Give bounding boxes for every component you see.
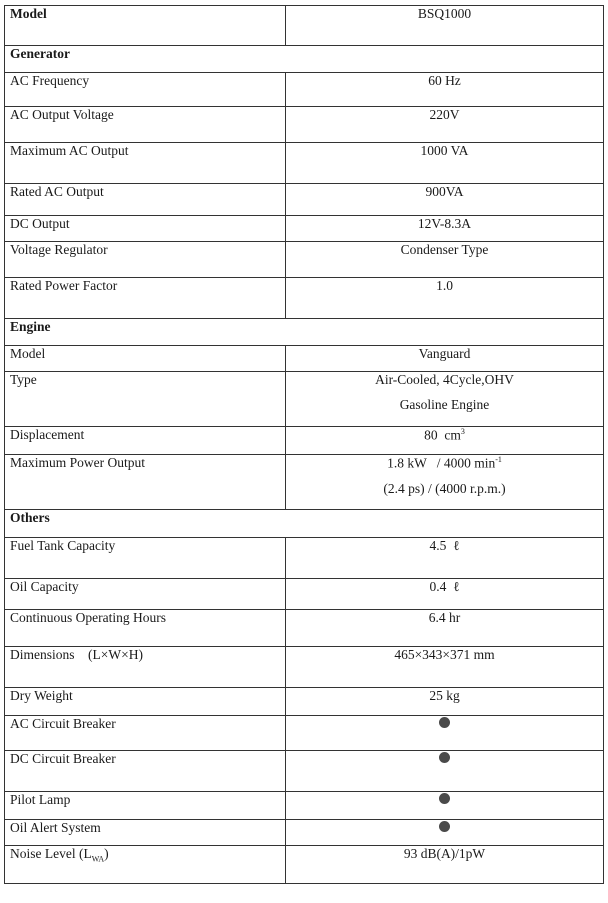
- section-engine: Engine: [5, 319, 604, 346]
- row-label: DC Circuit Breaker: [5, 751, 286, 792]
- row-value: 4.5 ℓ: [286, 538, 604, 579]
- table-row: [5, 107, 604, 143]
- row-label: Displacement: [5, 427, 286, 455]
- row-value: [286, 427, 604, 455]
- row-label: Pilot Lamp: [5, 792, 286, 820]
- row-label: Dry Weight: [5, 688, 286, 716]
- row-value: 1.0: [286, 278, 604, 319]
- spec-table: [4, 5, 604, 884]
- row-label: AC Output Voltage: [5, 107, 286, 143]
- table-row: [5, 716, 604, 751]
- row-value: 1000 VA: [286, 143, 604, 184]
- table-row: [5, 647, 604, 688]
- superscript: -1: [495, 455, 502, 464]
- row-label: Rated Power Factor: [5, 278, 286, 319]
- table-row: [5, 427, 604, 455]
- table-row: [5, 73, 604, 107]
- model-header-label: Model: [5, 6, 286, 46]
- row-value: [286, 372, 604, 427]
- row-value: 25 kg: [286, 688, 604, 716]
- section-row-engine: [5, 319, 604, 346]
- table-row: [5, 688, 604, 716]
- row-label: Model: [5, 346, 286, 372]
- subscript: WA: [91, 854, 105, 864]
- model-header-value: BSQ1000: [286, 6, 604, 46]
- row-value: 220V: [286, 107, 604, 143]
- table-row: [5, 820, 604, 846]
- value-text: 80 cm: [424, 427, 461, 443]
- row-label: DC Output: [5, 216, 286, 242]
- filled-circle-icon: [439, 752, 450, 763]
- model-header-row: [5, 6, 604, 46]
- table-row: [5, 610, 604, 647]
- row-label: Dimensions (L×W×H): [5, 647, 286, 688]
- filled-circle-icon: [439, 717, 450, 728]
- value-line-2: (2.4 ps) / (4000 r.p.m.): [383, 480, 506, 496]
- table-row: [5, 579, 604, 610]
- label-text-end: ): [104, 846, 109, 861]
- row-value: [286, 455, 604, 510]
- row-value: 900VA: [286, 184, 604, 216]
- table-row: [5, 538, 604, 579]
- row-label: Oil Alert System: [5, 820, 286, 846]
- row-value: Vanguard: [286, 346, 604, 372]
- superscript: 3: [460, 427, 465, 436]
- row-value: [286, 751, 604, 792]
- value-line-1: Air-Cooled, 4Cycle,OHV: [375, 372, 514, 387]
- section-row-others: [5, 510, 604, 538]
- value-line-1: 1.8 kW / 4000 min: [387, 455, 496, 471]
- row-label: AC Circuit Breaker: [5, 716, 286, 751]
- table-row: [5, 242, 604, 278]
- row-value: 12V-8.3A: [286, 216, 604, 242]
- table-row: [5, 455, 604, 510]
- row-label: [5, 846, 286, 884]
- row-label: Fuel Tank Capacity: [5, 538, 286, 579]
- row-label: AC Frequency: [5, 73, 286, 107]
- row-label: Continuous Operating Hours: [5, 610, 286, 647]
- section-generator: Generator: [5, 46, 604, 73]
- row-value: 0.4 ℓ: [286, 579, 604, 610]
- table-row: [5, 792, 604, 820]
- filled-circle-icon: [439, 793, 450, 804]
- row-label: Voltage Regulator: [5, 242, 286, 278]
- table-row: [5, 372, 604, 427]
- table-row: [5, 278, 604, 319]
- row-label: Oil Capacity: [5, 579, 286, 610]
- table-row: [5, 184, 604, 216]
- table-row: [5, 846, 604, 884]
- row-value: [286, 820, 604, 846]
- table-row: [5, 143, 604, 184]
- row-label: Type: [5, 372, 286, 427]
- section-row-generator: [5, 46, 604, 73]
- row-value: 465×343×371 mm: [286, 647, 604, 688]
- row-label: Maximum Power Output: [5, 455, 286, 510]
- row-value: [286, 716, 604, 751]
- filled-circle-icon: [439, 821, 450, 832]
- row-value: Condenser Type: [286, 242, 604, 278]
- row-label: Rated AC Output: [5, 184, 286, 216]
- row-value: 93 dB(A)/1pW: [286, 846, 604, 884]
- table-row: [5, 751, 604, 792]
- value-line-2: Gasoline Engine: [399, 397, 490, 412]
- row-label: Maximum AC Output: [5, 143, 286, 184]
- row-value: 60 Hz: [286, 73, 604, 107]
- table-row: [5, 346, 604, 372]
- table-row: [5, 216, 604, 242]
- label-text: Noise Level (L: [10, 846, 92, 861]
- row-value: 6.4 hr: [286, 610, 604, 647]
- row-value: [286, 792, 604, 820]
- section-others: Others: [5, 510, 604, 538]
